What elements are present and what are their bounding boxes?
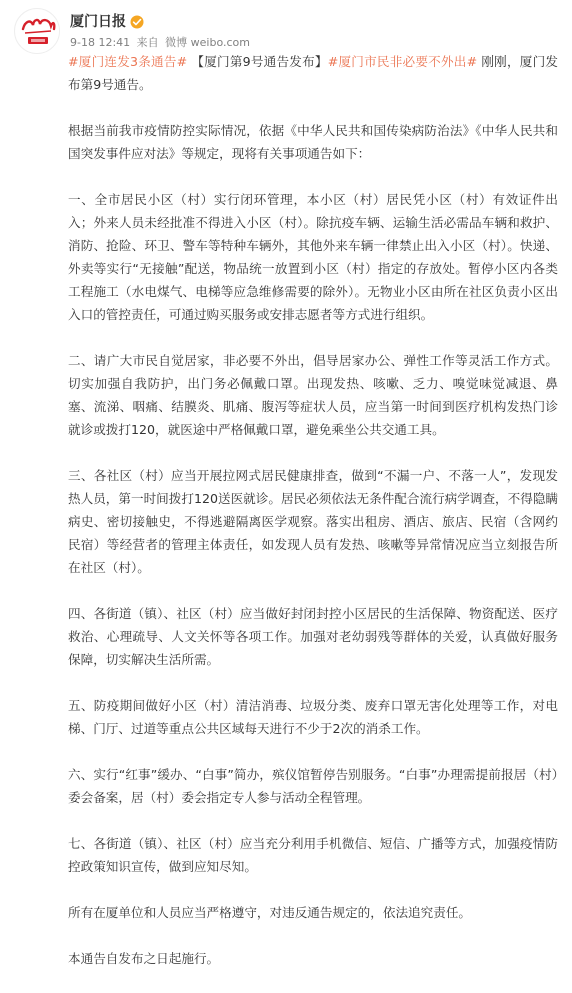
paragraph: 三、各社区（村）应当开展拉网式居民健康排查，做到“不漏一户、不落一人”，发现发热人员，第一时间拨打120送医就诊。居民必须依法无条件配合流行病学调查，不得隐瞒病史、密切接触史，不得逃避隔离医学观察。落实出租房、酒店、旅店、民宿（含网约民宿）等经营者的管理主体责任，如发现人员有发热、咳嗽等异常情况应当立刻报告所在社区（村）。 [68, 468, 559, 575]
paragraph: 七、各街道（镇）、社区（村）应当充分利用手机微信、短信、广播等方式，加强疫情防控政策知识宣传，做到应知尽知。 [68, 836, 558, 874]
paragraph: 一、全市居民小区（村）实行闭环管理，本小区（村）居民凭小区（村）有效证件出入；外来人员未经批准不得进入小区（村）。除抗疫车辆、运输生活必需品车辆和救护、消防、抢险、环卫、警车等特种车辆外，其他外来车辆一律禁止出入小区（村）。快递、外卖等实行“无接触”配送，物品统一放置到小区（村）指定的存放处。暂停小区内各类工程施工（水电煤气、电梯等应急维修需要的除外）。无物业小区由所在社区负责小区出入口的管控责任，可通过购买服务或安排志愿者等方式进行组织。 [68, 192, 558, 322]
account-name-row [70, 12, 144, 32]
source-prefix: 来自 [136, 36, 159, 49]
avatar[interactable] [14, 8, 60, 54]
post-source: 微博 weibo.com [165, 36, 250, 49]
paragraph: 所有在厦单位和人员应当严格遵守，对违反通告规定的，依法追究责任。 [68, 905, 471, 920]
paragraph: 四、各街道（镇）、社区（村）应当做好封闭封控小区居民的生活保障、物资配送、医疗救治、心理疏导、人文关怀等各项工作。加强对老幼弱残等群体的关爱，认真做好服务保障，切实解决生活所需。 [68, 606, 558, 667]
post-intro [68, 50, 558, 96]
intro-text: 刚刚，厦门发布第9号通告。 [68, 54, 558, 92]
account-name[interactable]: 厦门日报 [70, 14, 126, 30]
hashtag-link-2[interactable]: #厦门市民非必要不外出# [327, 54, 478, 69]
paragraph: 二、请广大市民自觉居家，非必要不外出，倡导居家办公、弹性工作等灵活工作方式。切实加强自我防护，出门务必佩戴口罩。出现发热、咳嗽、乏力、嗅觉味觉减退、鼻塞、流涕、咽痛、结膜炎、肌痛、腹泻等症状人员，应当第一时间到医疗机构发热门诊就诊或拨打120，就医途中严格佩戴口罩，避免乘坐公共交通工具。 [68, 353, 558, 437]
xiamen-daily-logo-icon [15, 9, 60, 54]
paragraph: 六、实行“红事”缓办、“白事”简办，殡仪馆暂停告别服务。“白事”办理需提前报居（村）委会备案，居（村）委会指定专人参与活动全程管理。 [68, 767, 558, 805]
verified-badge-icon [130, 15, 144, 29]
post-content [68, 50, 558, 993]
post-title: 【厦门第9号通告发布】 [191, 54, 328, 69]
paragraph: 五、防疫期间做好小区（村）清洁消毒、垃圾分类、废弃口罩无害化处理等工作，对电梯、门厅、过道等重点公共区域每天进行不少于2次的消杀工作。 [68, 698, 558, 736]
paragraph: 本通告自发布之日起施行。 [68, 951, 220, 966]
post-header [14, 8, 558, 54]
hashtag-link-1[interactable]: #厦门连发3条通告# [68, 54, 188, 69]
post-meta [70, 35, 253, 51]
paragraph: 根据当前我市疫情防控实际情况，依据《中华人民共和国传染病防治法》《中华人民共和国突发事件应对法》等规定，现将有关事项通告如下： [68, 123, 558, 161]
post-time[interactable]: 9-18 12:41 [70, 36, 131, 49]
